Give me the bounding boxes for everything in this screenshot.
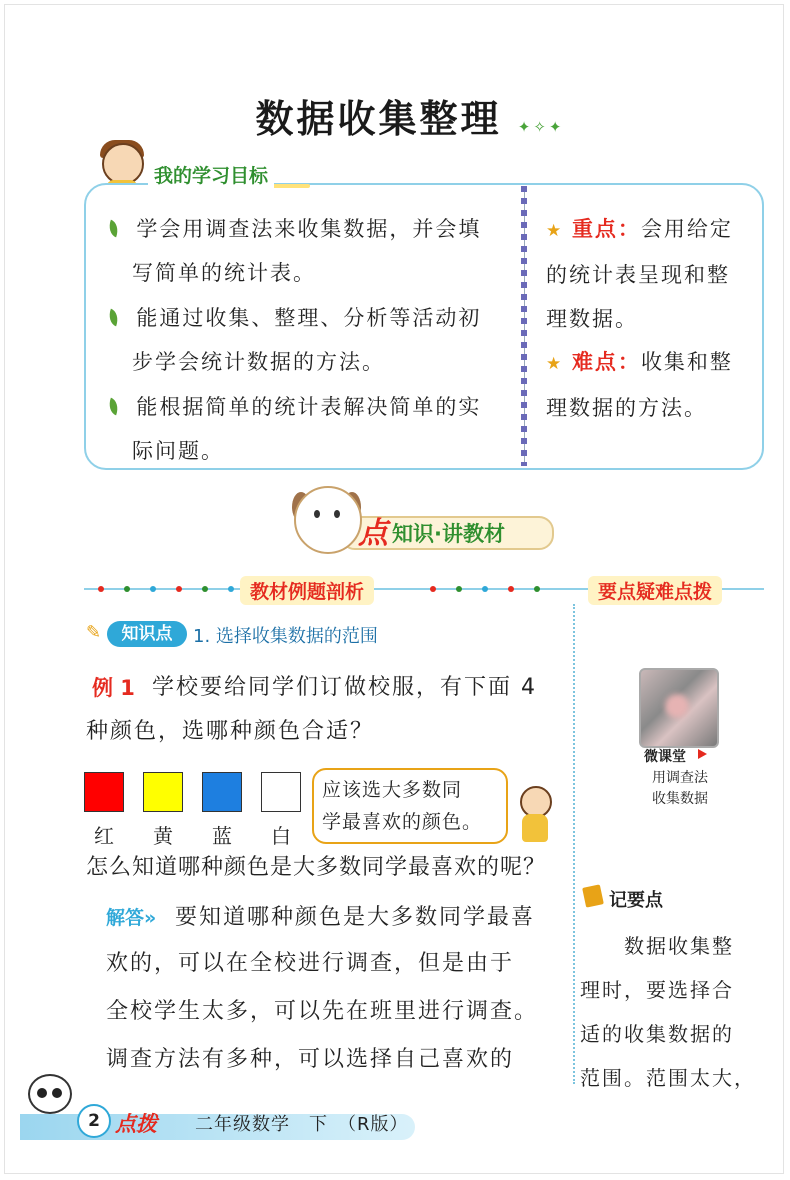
difficulty-line-1: 收集和整	[640, 350, 733, 374]
bead-icon	[482, 586, 488, 592]
panda-eye-icon	[52, 1088, 62, 1098]
bead-icon	[202, 586, 208, 592]
key-point-line-2: 的统计表呈现和整	[546, 263, 730, 287]
swatch-white	[261, 772, 301, 812]
micro-lesson-caption-1: 用调查法	[652, 770, 708, 786]
section-tab-right: 要点疑难点拨	[588, 576, 722, 605]
brand-logo: 点拨	[115, 1112, 157, 1136]
swatch-blue	[202, 772, 242, 812]
column-divider	[573, 604, 575, 1084]
dog-mascot-icon	[294, 486, 362, 554]
key-point	[546, 207, 761, 341]
panda-eye-icon	[37, 1088, 47, 1098]
banner-text: 知识·讲教材	[392, 522, 505, 546]
swatch-label-white: 白	[271, 824, 291, 848]
example-question: 怎么知道哪种颜色是大多数同学最喜欢的呢？	[86, 855, 547, 880]
example-line-2: 种颜色，选哪种颜色合适？	[86, 719, 375, 744]
star-icon: ★	[546, 221, 564, 241]
boy-avatar-icon	[102, 143, 144, 185]
swatch-label-yellow: 黄	[153, 824, 173, 848]
bubble-line-1: 应该选大多数同	[322, 779, 463, 801]
goals-header: 我的学习目标	[148, 161, 274, 188]
bead-icon	[508, 586, 514, 592]
note-line-1: 数据收集整	[624, 934, 734, 958]
bubble-line-2: 学最喜欢的颜色。	[322, 811, 483, 833]
page-number: 2	[77, 1104, 111, 1138]
swatch-label-blue: 蓝	[212, 824, 232, 848]
knowledge-point-title: 1. 选择收集数据的范围	[193, 626, 378, 647]
bead-icon	[534, 586, 540, 592]
answer-label-text: 解答	[106, 907, 145, 929]
footer-text: 二年级数学 下 （R版）	[195, 1114, 409, 1135]
note-line-2: 理时，要选择合	[580, 978, 734, 1002]
goal-item-1	[108, 207, 518, 295]
panda-mascot-icon	[28, 1074, 72, 1114]
bead-icon	[228, 586, 234, 592]
pencil-icon: ✎	[86, 622, 102, 643]
speech-bubble-text	[322, 774, 502, 838]
goal-1-line-1: 学会用调查法来收集数据，并会填	[136, 217, 482, 241]
key-point-line-1: 会用给定	[640, 217, 733, 241]
difficulty-label: 难点：	[571, 350, 641, 374]
qr-blur	[665, 694, 689, 718]
goal-2-line-1: 能通过收集、整理、分析等活动初	[136, 306, 482, 330]
key-point-label: 重点：	[571, 217, 641, 241]
notebook-icon	[582, 884, 604, 907]
micro-lesson-label: 微课堂	[644, 749, 686, 765]
bead-icon	[176, 586, 182, 592]
notebook-spiral	[521, 186, 527, 466]
sprout-icon: ✦✧✦	[517, 118, 565, 136]
difficulty-line-2: 理数据的方法。	[546, 396, 707, 420]
star-icon: ★	[546, 354, 564, 374]
banner-dot: 点	[358, 516, 388, 551]
answer-line-4: 调查方法有多种，可以选择自己喜欢的	[106, 1047, 515, 1072]
note-text	[580, 924, 764, 1100]
page-title	[0, 88, 790, 143]
note-line-3: 适的收集数据的	[580, 1022, 734, 1046]
knowledge-point-badge: 知识点	[107, 621, 187, 647]
bead-icon	[430, 586, 436, 592]
dog-eye-icon	[314, 510, 320, 518]
dog-eye-icon	[334, 510, 340, 518]
bead-icon	[98, 586, 104, 592]
note-line-4: 范围。范围太大，	[580, 1066, 756, 1090]
girl-body-icon	[522, 814, 548, 842]
bead-icon	[124, 586, 130, 592]
goal-item-3	[108, 385, 518, 473]
page-title-text: 数据收集整理	[255, 97, 502, 141]
play-icon	[698, 749, 707, 759]
goal-1-line-2: 写简单的统计表。	[132, 261, 316, 285]
swatch-red	[84, 772, 124, 812]
difficulty-point	[546, 340, 761, 430]
note-title: 记要点	[609, 890, 663, 911]
goal-2-line-2: 步学会统计数据的方法。	[132, 350, 385, 374]
answer-line-3: 全校学生太多，可以先在班里进行调查。	[106, 999, 539, 1024]
leaf-bullet-icon	[106, 220, 121, 238]
goal-3-line-2: 际问题。	[132, 439, 224, 463]
leaf-bullet-icon	[106, 398, 121, 416]
answer-label: 解答»	[106, 907, 157, 929]
goal-3-line-1: 能根据简单的统计表解决简单的实	[136, 395, 482, 419]
goal-item-2	[108, 296, 518, 384]
example-line-1: 学校要给同学们订做校服，有下面 4	[152, 675, 537, 700]
swatch-label-red: 红	[94, 824, 114, 848]
bead-icon	[150, 586, 156, 592]
bead-icon	[456, 586, 462, 592]
section-tab-left: 教材例题剖析	[240, 576, 374, 605]
swatch-yellow	[143, 772, 183, 812]
key-point-line-3: 理数据。	[546, 307, 638, 331]
answer-line-2: 欢的，可以在全校进行调查，但是由于	[106, 951, 515, 976]
answer-line-1: 要知道哪种颜色是大多数同学最喜	[175, 905, 536, 930]
example-label: 例 1	[92, 676, 135, 700]
leaf-bullet-icon	[106, 309, 121, 327]
micro-lesson-caption-2: 收集数据	[652, 791, 708, 807]
